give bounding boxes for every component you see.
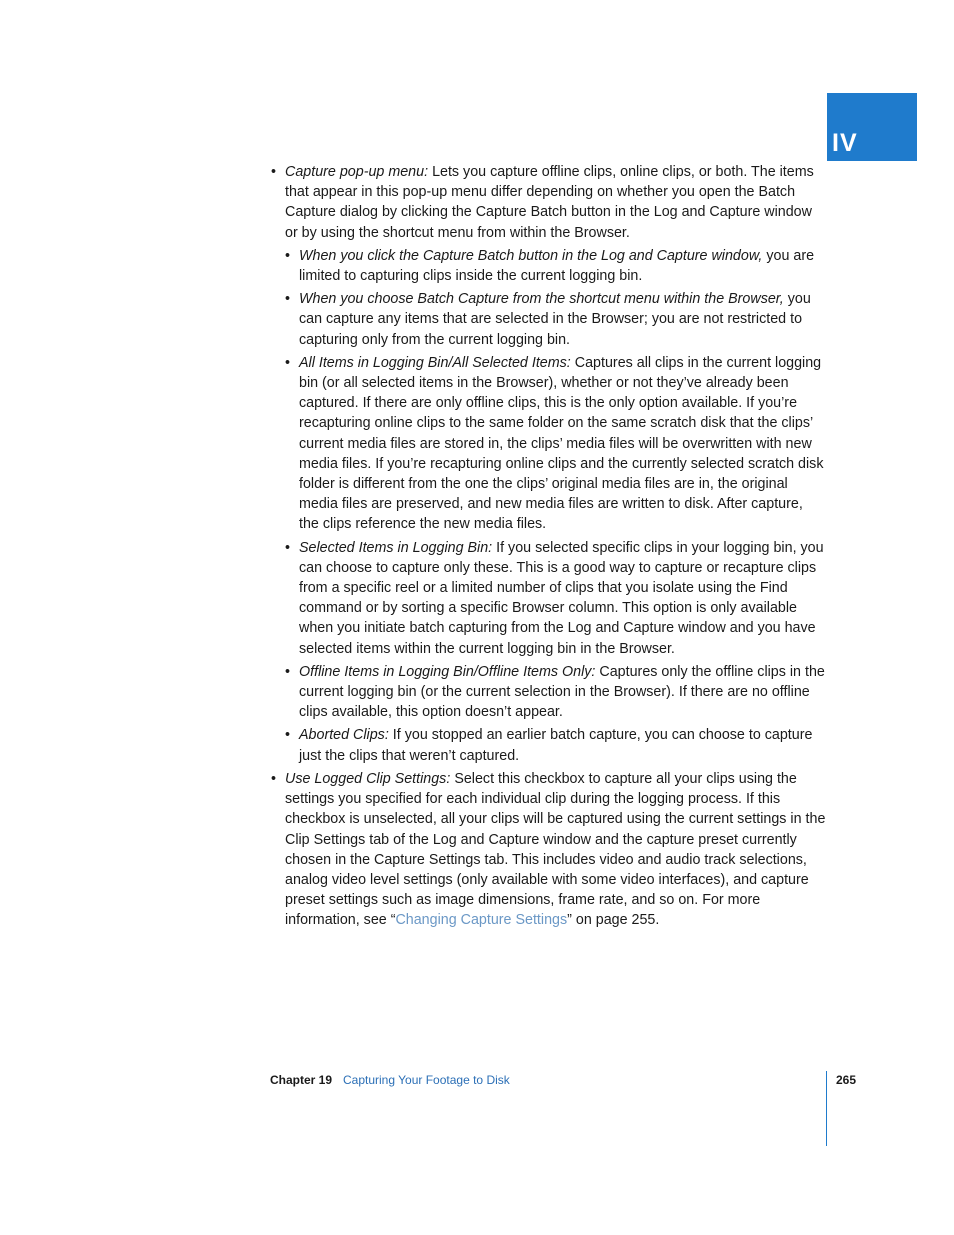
part-label: IV <box>832 129 858 157</box>
bullet-icon: • <box>285 727 291 744</box>
term: All Items in Logging Bin/All Selected Items: <box>299 354 571 371</box>
list-item <box>284 289 826 350</box>
term: Capture pop-up menu: <box>285 164 429 180</box>
bullet-icon: • <box>285 247 291 264</box>
term: Aborted Clips: <box>299 727 389 744</box>
description: Captures all clips in the current logging bin (or all selected items in the Browser), whether or not they’ve already been captured. If there are only offline clips, this is the only option available. If you’re recapturing online clips to the same folder on the same scratch disk that the clips’ current media files are stored in, the clips’ media files will be overwritten with new media files. If you’re recapturing online clips and the currently selected scratch disk folder is different from the one the clips’ original media files are in, the original media files are preserved, and new media files are written to disk. After capture, the clips reference the new media files. <box>299 354 824 533</box>
list-item <box>270 162 826 243</box>
footer-chapter-title[interactable]: Capturing Your Footage to Disk <box>343 1073 510 1087</box>
list-item <box>284 353 826 535</box>
changing-capture-settings-link[interactable]: Changing Capture Settings <box>395 912 568 929</box>
bullet-icon: • <box>285 354 291 371</box>
description: you can capture any items that are selected in the Browser; you are not restricted to capturing only from the current logging bin. <box>299 291 811 348</box>
bullet-icon: • <box>285 539 291 556</box>
term: Offline Items in Logging Bin/Offline Items Only: <box>299 663 596 680</box>
bullet-icon: • <box>271 164 277 180</box>
description: If you stopped an earlier batch capture, you can choose to capture just the clips that weren’t captured. <box>299 727 813 764</box>
footer-chapter: Chapter 19 <box>270 1073 333 1087</box>
list-item <box>284 538 826 659</box>
term: Selected Items in Logging Bin: <box>299 539 493 556</box>
bullet-icon: • <box>271 770 277 787</box>
description: Lets you capture offline clips, online clips, or both. The items that appear in this pop-up menu differ depending on whether you open the Batch Capture dialog by clicking the Capture Batch button in the Log and Capture window or by using the shortcut menu from within the Browser. <box>285 164 814 241</box>
bullet-icon: • <box>285 663 291 680</box>
term: When you click the Capture Batch button in the Log and Capture window, <box>299 247 763 264</box>
body-text <box>270 162 826 934</box>
bullet-icon: • <box>285 291 291 308</box>
description: Captures only the offline clips in the current logging bin (or the current selection in the Browser). If there are no offline clips available, this option doesn’t appear. <box>299 663 825 721</box>
list-item <box>284 725 826 765</box>
list-item <box>284 662 826 723</box>
term: When you choose Batch Capture from the shortcut menu within the Browser, <box>299 291 784 308</box>
term: Use Logged Clip Settings: <box>285 770 451 787</box>
list-item <box>284 246 826 286</box>
description: Select this checkbox to capture all your clips using the settings you specified for each individual clip during the logging process. If this checkbox is unselected, all your clips will be captured using the current settings in the Clip Settings tab of the Log and Capture window and the capture preset currently chosen in the Capture Settings tab. This includes video and audio track selections, analog video level settings (only available with some video interfaces), and capture preset settings such as image dimensions, frame rate, and so on. For more information, see “ <box>285 770 826 929</box>
list-item <box>270 769 826 931</box>
part-tab <box>827 93 917 161</box>
description-end: ” on page 255. <box>567 912 660 929</box>
footer-divider <box>826 1071 827 1146</box>
description: you are limited to capturing clips inside the current logging bin. <box>299 247 815 285</box>
page-number: 265 <box>836 1073 857 1087</box>
description: If you selected specific clips in your logging bin, you can choose to capture only these. This is a good way to capture or recapture clips from a specific reel or a limited number of clips that you isolate using the Find command or by sorting a specific Browser column. This option is only available when you initiate batch capturing from the Log and Capture window and you have selected items within the current logging bin in the Browser. <box>299 539 824 657</box>
